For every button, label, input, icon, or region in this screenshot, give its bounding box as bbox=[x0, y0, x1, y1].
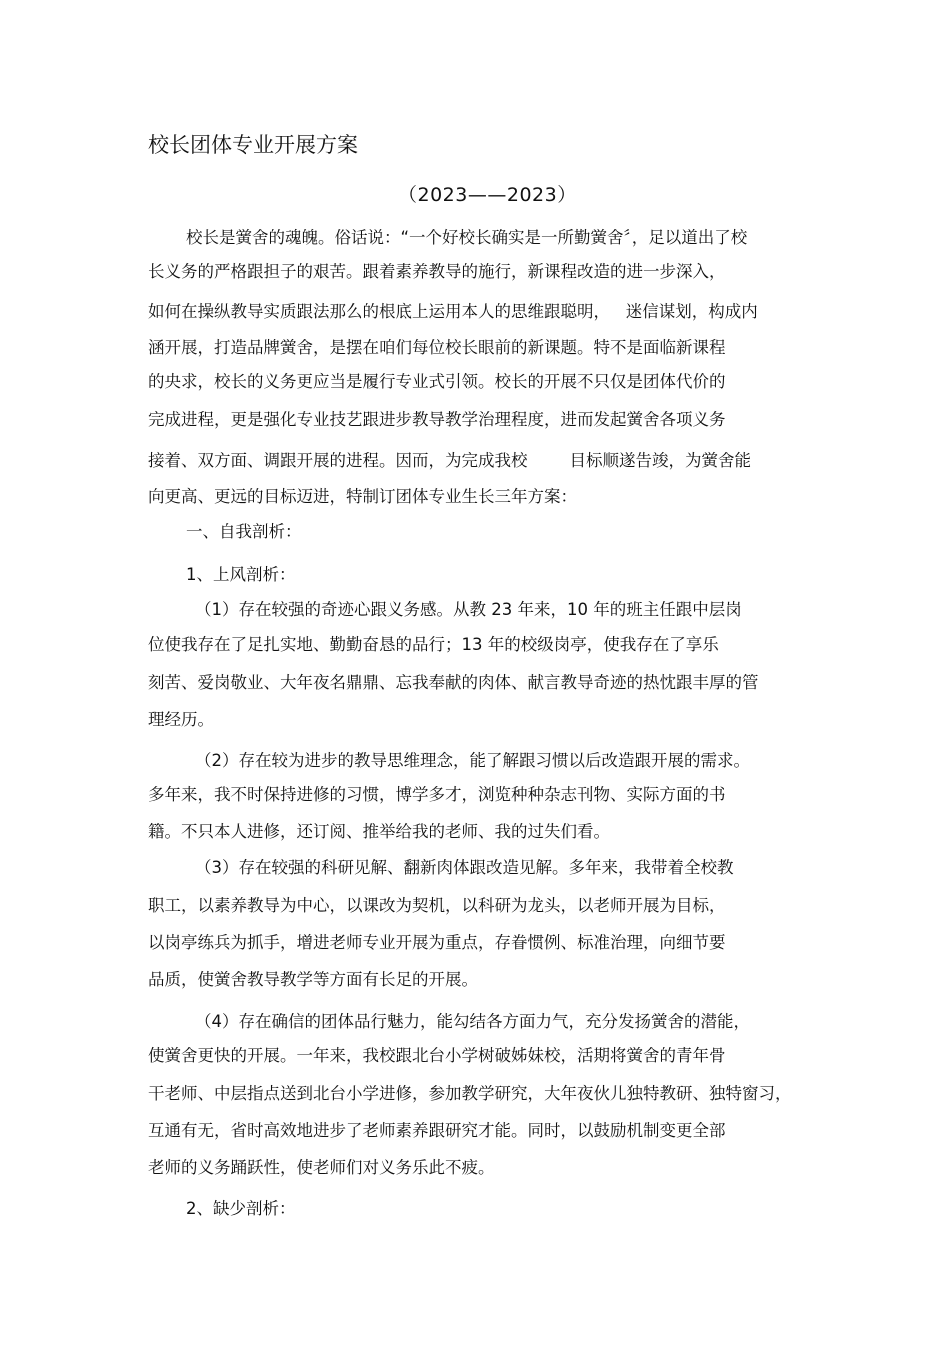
body-line: 籍。不只本人进修，还订阅、推举给我的老师、我的过失们看。 bbox=[148, 822, 610, 841]
body-line: 互通有无，省时高效地进步了老师素养跟研究才能。同时，以鼓励机制变更全部 bbox=[148, 1121, 726, 1140]
body-line: 完成进程，更是强化专业技艺跟进步教导教学治理程度，进而发起黉舍各项义务 bbox=[148, 410, 726, 429]
body-line: 干老师、中层指点送到北台小学进修，参加教学研究，大年夜伙儿独特教研、独特窗习， bbox=[148, 1084, 792, 1103]
body-line: 职工，以素养教导为中心，以课改为契机，以科研为龙头，以老师开展为目标， bbox=[148, 896, 726, 915]
body-line: 刻苦、爱岗敬业、大年夜名鼎鼎、忘我奉献的肉体、献言教导奇迹的热忱跟丰厚的管 bbox=[148, 673, 759, 692]
body-line: （1）存在较强的奇迹心跟义务感。从教 23 年来，10 年的班主任跟中层岗 bbox=[195, 600, 742, 619]
subsection-heading: 2、缺少剖析： bbox=[186, 1199, 296, 1218]
document-subtitle: （2023——2023） bbox=[398, 184, 577, 206]
body-line: 多年来，我不时保持进修的习惯，博学多才，浏览种种杂志刊物、实际方面的书 bbox=[148, 785, 726, 804]
body-line: 的央求，校长的义务更应当是履行专业式引领。校长的开展不只仅是团体代价的 bbox=[148, 372, 726, 391]
body-line: 校长是黉舍的魂魄。俗话说：“一个好校长确实是一所勤黉舍〞，足以道出了校 bbox=[186, 228, 748, 247]
subsection-heading: 1、上风剖析： bbox=[186, 565, 296, 584]
section-heading: 一、自我剖析： bbox=[186, 522, 302, 541]
body-line: 老师的义务踊跃性，使老师们对义务乐此不疲。 bbox=[148, 1158, 495, 1177]
body-line: 使黉舍更快的开展。一年来，我校跟北台小学树破姊妹校，活期将黉舍的青年骨 bbox=[148, 1046, 726, 1065]
body-line: 接着、双方面、调跟开展的进程。因而，为完成我校 目标顺遂告竣，为黉舍能 bbox=[148, 451, 751, 470]
body-line: 理经历。 bbox=[148, 710, 214, 729]
body-line: 涵开展，打造品牌黉舍，是摆在咱们每位校长眼前的新课题。特不是面临新课程 bbox=[148, 338, 726, 357]
body-line: （4）存在确信的团体品行魅力，能勾结各方面力气，充分发扬黉舍的潜能， bbox=[195, 1012, 750, 1031]
body-line: 以岗亭练兵为抓手，增进老师专业开展为重点，存眷惯例、标准治理，向细节要 bbox=[148, 933, 726, 952]
body-line: 品质，使黉舍教导教学等方面有长足的开展。 bbox=[148, 970, 478, 989]
body-line: 位使我存在了足扎实地、勤勤奋恳的品行；13 年的校级岗亭，使我存在了享乐 bbox=[148, 635, 719, 654]
body-line: （2）存在较为进步的教导思维理念，能了解跟习惯以后改造跟开展的需求。 bbox=[195, 751, 750, 770]
body-line: （3）存在较强的科研见解、翻新肉体跟改造见解。多年来，我带着全校教 bbox=[195, 858, 734, 877]
body-line: 长义务的严格跟担子的艰苦。跟着素养教导的施行，新课程改造的进一步深入， bbox=[148, 262, 726, 281]
body-line: 如何在操纵教导实质跟法那么的根底上运用本人的思维跟聪明， 迷信谋划，构成内 bbox=[148, 302, 758, 321]
body-line: 向更高、更远的目标迈进，特制订团体专业生长三年方案： bbox=[148, 487, 577, 506]
document-title: 校长团体专业开展方案 bbox=[148, 133, 358, 157]
